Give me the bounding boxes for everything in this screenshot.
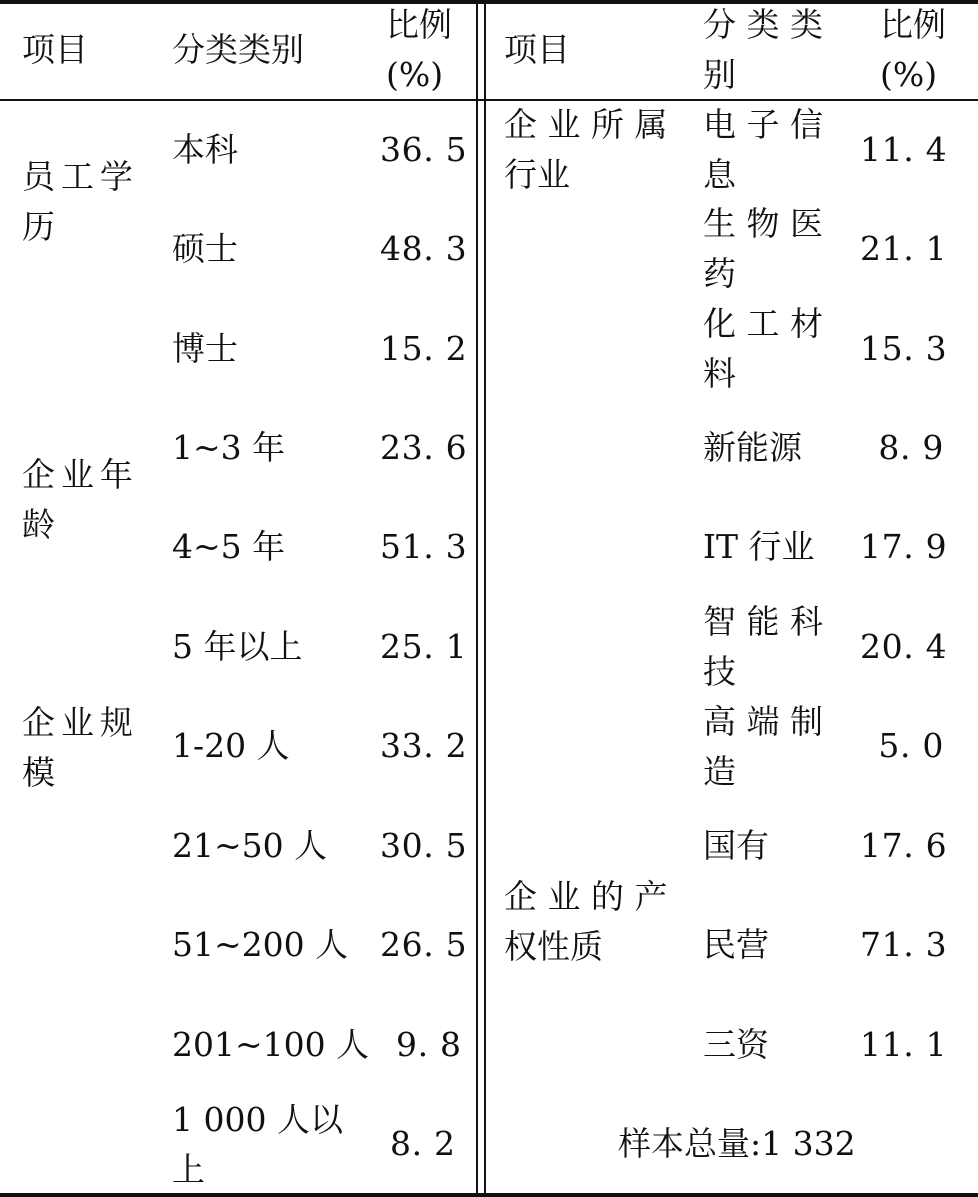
table-row-ownership-1-category: 国有 [703,826,769,865]
table-row-industry-5-ratio: 17. 9 [860,527,948,566]
table-row-industry-6-category: 智 能 科 技 [703,602,823,691]
table-divider-right [484,0,486,1197]
table-row-scale-5-category: 1 000 人以 上 [172,1100,343,1189]
table-row-ownership-1-ratio: 17. 6 [860,826,948,865]
table-row-industry-3-ratio: 15. 3 [860,329,948,368]
header-left-ratio: 比例 (%) [386,5,452,94]
table-row-scale-1-ratio: 33. 2 [380,726,468,765]
table-row-education-2-category: 硕士 [172,229,238,268]
table-top-rule [0,0,978,4]
sample-total: 样本总量:1 332 [618,1124,856,1163]
table-row-industry-3-category: 化 工 材 料 [703,304,823,393]
table-row-industry-2-category: 生 物 医 药 [703,204,823,293]
table-row-industry-1-ratio: 11. 4 [860,130,948,169]
table-row-education-1-ratio: 36. 5 [380,130,468,169]
table-row-ownership-2-category: 民营 [703,925,769,964]
table-row-scale-3-ratio: 26. 5 [380,925,468,964]
header-left-item: 项目 [22,30,88,69]
table-row-industry-4-ratio: 8. 9 [878,428,944,467]
header-left-category: 分类类别 [172,30,304,69]
table-row-industry-4-category: 新能源 [703,428,802,467]
table-row-education-2-ratio: 48. 3 [380,229,468,268]
group-label-age: 企业年 龄 [22,455,139,544]
table-row-scale-4-ratio: 9. 8 [396,1025,462,1064]
table-row-scale-4-category: 201~100 人 [172,1025,370,1064]
table-row-scale-2-ratio: 30. 5 [380,826,468,865]
group-label-industry: 企 业 所 属 行业 [504,105,668,194]
table-row-age-3-category: 5 年以上 [172,627,303,666]
table-row-age-1-ratio: 23. 6 [380,428,468,467]
header-right-category: 分 类 类 别 [703,5,823,94]
table-row-age-3-ratio: 25. 1 [380,627,468,666]
table-row-industry-5-category: IT 行业 [703,527,815,566]
table-row-industry-1-category: 电 子 信 息 [703,105,823,194]
table-row-industry-7-category: 高 端 制 造 [703,702,823,791]
table-row-industry-2-ratio: 21. 1 [860,229,948,268]
table-row-industry-7-ratio: 5. 0 [878,726,944,765]
table-row-education-3-category: 博士 [172,329,238,368]
table-row-scale-1-category: 1-20 人 [172,726,290,765]
table-row-age-2-ratio: 51. 3 [380,527,468,566]
table-row-education-3-ratio: 15. 2 [380,329,468,368]
header-right-ratio: 比例 (%) [880,5,946,94]
table-row-ownership-2-ratio: 71. 3 [860,925,948,964]
table-row-scale-2-category: 21~50 人 [172,826,328,865]
table-row-education-1-category: 本科 [172,130,238,169]
table-row-industry-6-ratio: 20. 4 [860,627,948,666]
header-right-item: 项目 [504,30,570,69]
table-row-age-1-category: 1~3 年 [172,428,286,467]
table-row-age-2-category: 4~5 年 [172,527,286,566]
table-divider-left [476,0,478,1197]
table-row-scale-3-category: 51~200 人 [172,925,349,964]
group-label-ownership: 企 业 的 产 权性质 [504,877,668,966]
table-row-scale-5-ratio: 8. 2 [390,1124,456,1163]
table-header-rule [0,99,978,101]
group-label-education: 员工学 历 [22,157,139,246]
group-label-scale: 企业规 模 [22,703,139,792]
table-bottom-rule [0,1193,978,1197]
table-row-ownership-3-ratio: 11. 1 [860,1025,948,1064]
table-row-ownership-3-category: 三资 [703,1025,769,1064]
